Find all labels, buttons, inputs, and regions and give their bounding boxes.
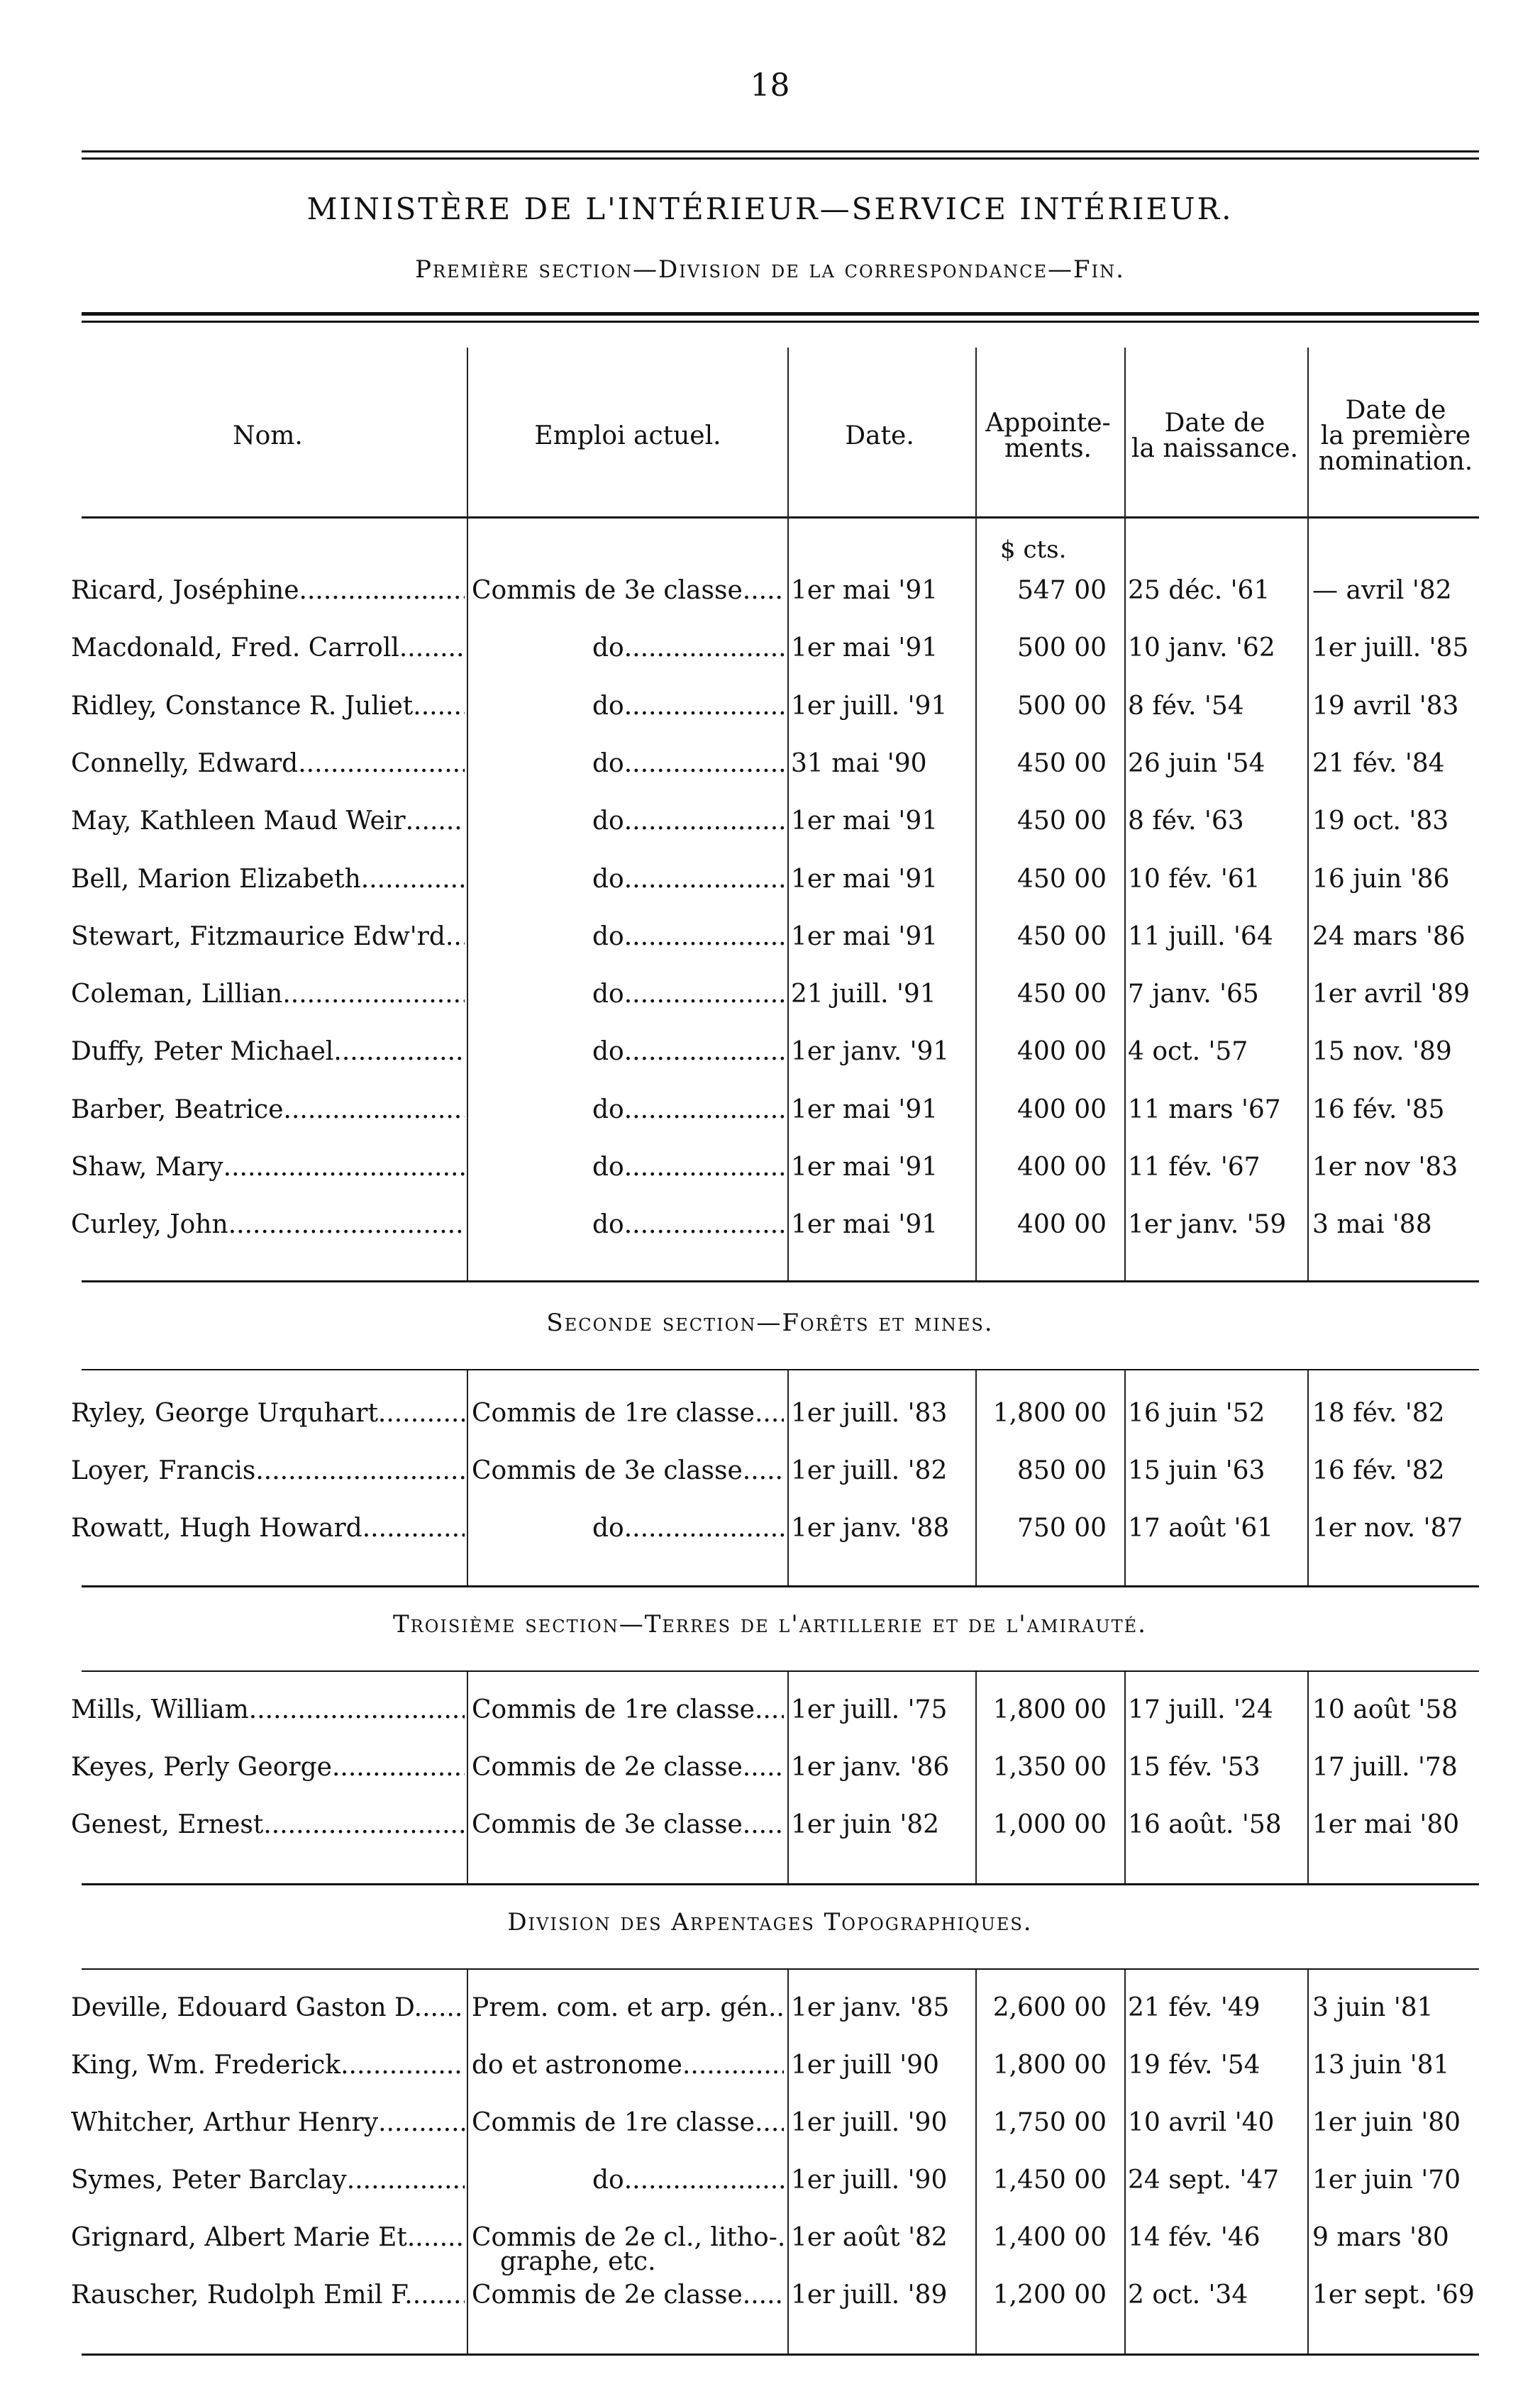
cell-naissance: 17 juill. '24 (1128, 1695, 1273, 1724)
table-row (0, 2223, 1540, 2276)
leader-dots (743, 2280, 784, 2310)
cell-nom (71, 633, 465, 663)
cell-nom-text: Curley, John (71, 1210, 228, 1240)
cell-date: 1er janv. '86 (791, 1753, 950, 1782)
cell-nomination: 3 mai '88 (1312, 1210, 1432, 1240)
cell-nom-text: Stewart, Fitzmaurice Edw'rd (71, 921, 445, 951)
cell-nom-text: Ryley, George Urquhart (71, 1399, 378, 1428)
cell-naissance: 21 fév. '49 (1128, 1993, 1261, 2022)
cell-date: 1er mai '91 (791, 633, 938, 663)
leader-dots (624, 1514, 784, 1543)
leader-dots (421, 692, 465, 721)
cell-date: 1er janv. '88 (791, 1514, 950, 1543)
leader-dots (743, 576, 784, 605)
section-header-rule (82, 1670, 1479, 1672)
cell-emploi-text: Commis de 1re classe (472, 1399, 755, 1428)
table-row (0, 1399, 1540, 1438)
leader-dots (743, 1456, 784, 1485)
leader-dots (624, 1037, 784, 1066)
cell-appointements: 1,800 00 (992, 2051, 1107, 2080)
cell-nom (71, 922, 465, 951)
cell-emploi (472, 1456, 784, 1485)
leader-dots (406, 806, 465, 836)
cell-appointements: 400 00 (1017, 1094, 1107, 1124)
cell-naissance: 2 oct. '34 (1128, 2280, 1248, 2310)
leader-dots (378, 2108, 465, 2137)
cell-naissance: 15 juin '63 (1128, 1456, 1265, 1485)
cell-nom (71, 806, 465, 836)
table-row (0, 2166, 1540, 2205)
cell-appointements: 547 00 (1017, 576, 1107, 605)
cell-naissance: 16 août. '58 (1128, 1810, 1282, 1839)
cell-emploi (472, 806, 784, 836)
cell-appointements: 450 00 (1017, 748, 1107, 778)
cell-emploi (472, 1993, 784, 2022)
cell-appointements: 1,800 00 (992, 1695, 1107, 1724)
cell-nom-text: Genest, Ernest (71, 1810, 264, 1839)
cell-emploi (472, 1810, 784, 1839)
cell-nom-text: Duffy, Peter Michael (71, 1037, 334, 1067)
cell-nomination: 13 juin '81 (1312, 2051, 1450, 2080)
header-emploi (472, 383, 784, 489)
leader-dots (361, 865, 465, 894)
cell-date: 1er mai '91 (791, 864, 938, 894)
cell-emploi-text: do (592, 1037, 624, 1067)
cell-date: 1er mai '91 (791, 1153, 938, 1182)
table-row (0, 865, 1540, 904)
cell-emploi-text: Commis de 2e cl., litho- (472, 2223, 777, 2252)
section-1-subtitle: Première section—Division de la correspondance—Fin. (415, 255, 1125, 284)
cell-date: 1er mai '91 (791, 576, 938, 605)
leader-dots (743, 1810, 784, 1839)
cell-nom-text: Keyes, Perly George (71, 1753, 332, 1782)
cell-nom-text: May, Kathleen Maud Weir (71, 806, 406, 836)
table-top-rule-2 (82, 321, 1479, 323)
cell-emploi (472, 865, 784, 894)
section-header-rule (82, 1968, 1479, 1970)
cell-nomination: 18 fév. '82 (1312, 1399, 1445, 1428)
cell-naissance: 1er janv. '59 (1128, 1210, 1287, 1240)
cell-appointements: 450 00 (1017, 864, 1107, 894)
cell-nomination: 3 juin '81 (1312, 1993, 1434, 2022)
header-nomination-line-3: nomination. (1318, 447, 1473, 476)
cell-nomination: 17 juill. '78 (1312, 1753, 1458, 1782)
page-number: 18 (750, 67, 790, 104)
leader-dots (332, 1753, 465, 1782)
table-row (0, 1514, 1540, 1553)
header-nomination-line-2: la première (1320, 421, 1471, 450)
cell-emploi (472, 749, 784, 778)
header-naissance-line-1: Date de (1164, 409, 1265, 438)
cell-nomination: 1er juin '70 (1312, 2166, 1461, 2195)
cell-naissance: 16 juin '52 (1128, 1399, 1265, 1428)
cell-emploi (472, 2108, 784, 2137)
table-row (0, 922, 1540, 962)
cell-date: 1er juill. '83 (791, 1399, 948, 1428)
cell-emploi-text: do (592, 1153, 624, 1182)
table-row (0, 692, 1540, 731)
cell-nomination: 1er nov. '87 (1312, 1514, 1463, 1543)
cell-nom (71, 692, 465, 721)
table-row (0, 2108, 1540, 2148)
cell-date: 1er mai '91 (791, 921, 938, 951)
cell-emploi-text: Commis de 1re classe (472, 1695, 755, 1724)
table-row (0, 1153, 1540, 1192)
leader-dots (624, 633, 784, 663)
cell-appointements: 1,400 00 (992, 2223, 1107, 2252)
cell-naissance: 14 fév. '46 (1128, 2223, 1261, 2252)
cell-nom (71, 2223, 465, 2252)
cell-emploi-text: Commis de 1re classe (472, 2108, 755, 2137)
cell-nom-text: Deville, Edouard Gaston D. (71, 1993, 423, 2022)
cell-date: 1er mai '91 (791, 1210, 938, 1240)
cell-date: 1er mai '91 (791, 806, 938, 836)
cell-emploi-text: Commis de 3e classe (472, 1456, 743, 1485)
cell-date: 1er juill. '82 (791, 1456, 948, 1485)
cell-nom-text: Shaw, Mary (71, 1153, 223, 1182)
leader-dots (624, 922, 784, 951)
cell-nom-text: Connelly, Edward (71, 748, 299, 778)
cell-emploi-text: do (592, 1094, 624, 1124)
cell-appointements: 1,000 00 (992, 1810, 1107, 1839)
cell-date: 1er juill. '89 (791, 2280, 948, 2310)
cell-emploi (472, 922, 784, 951)
cell-nom-text: Barber, Beatrice (71, 1094, 284, 1124)
header-naissance-line-2: la naissance. (1131, 434, 1299, 463)
section-title: Seconde section—Forêts et mines. (546, 1309, 994, 1337)
cell-appointements: 850 00 (1017, 1456, 1107, 1485)
header-emploi-label: Emploi actuel. (534, 421, 721, 450)
cell-emploi-text: do (592, 748, 624, 778)
table-row (0, 576, 1540, 616)
leader-dots (624, 2166, 784, 2195)
cell-naissance: 7 janv. '65 (1128, 980, 1259, 1009)
cell-nom (71, 1153, 465, 1182)
cell-emploi-text: Commis de 3e classe (472, 1810, 743, 1839)
header-date (791, 383, 968, 489)
cell-appointements: 400 00 (1017, 1037, 1107, 1067)
header-appointements (975, 383, 1121, 489)
table-row (0, 1993, 1540, 2033)
cell-naissance: 26 juin '54 (1128, 748, 1265, 778)
cell-emploi-text: do et astronome. (472, 2051, 691, 2080)
cell-emploi (472, 1210, 784, 1239)
cell-date: 1er juill. '90 (791, 2108, 948, 2137)
header-nomination-line-1: Date de (1345, 396, 1446, 425)
cell-nomination: 10 août '58 (1312, 1695, 1458, 1724)
cell-naissance: 8 fév. '54 (1128, 691, 1244, 721)
cell-emploi (472, 1095, 784, 1124)
cell-nom-text: Bell, Marion Elizabeth (71, 864, 361, 894)
leader-dots (249, 1695, 465, 1724)
leader-dots (264, 1456, 465, 1485)
cell-nom-text: Rauscher, Rudolph Emil F. (71, 2280, 413, 2310)
cell-emploi (472, 1753, 784, 1782)
leader-dots (624, 806, 784, 836)
cell-nomination: 19 avril '83 (1312, 691, 1459, 721)
leader-dots (378, 1399, 465, 1428)
header-appointements-line-2: ments. (1004, 434, 1092, 463)
cell-emploi-text: Prem. com. et arp. gén. (472, 1993, 777, 2022)
header-appointements-line-1: Appointe- (985, 409, 1111, 438)
cell-nomination: 1er avril '89 (1312, 980, 1470, 1009)
cell-nomination: 24 mars '86 (1312, 921, 1466, 951)
cell-naissance: 11 fév. '67 (1128, 1153, 1261, 1182)
cell-nom (71, 1514, 465, 1543)
cell-nom-text: Ricard, Joséphine (71, 576, 299, 605)
cell-emploi-text: do (592, 864, 624, 894)
cell-nom (71, 1993, 465, 2022)
cell-appointements: 500 00 (1017, 691, 1107, 721)
cell-nomination: 1er mai '80 (1312, 1810, 1460, 1839)
header-nomination (1309, 383, 1483, 489)
cell-nom-text: Symes, Peter Barclay (71, 2166, 347, 2195)
cell-emploi (472, 633, 784, 663)
cell-emploi (472, 1399, 784, 1428)
document-title: MINISTÈRE DE L'INTÉRIEUR—SERVICE INTÉRIEUR. (306, 192, 1234, 226)
cell-date: 1er juill. '75 (791, 1695, 948, 1724)
cell-appointements: 1,350 00 (992, 1753, 1107, 1782)
cell-nomination: 16 juin '86 (1312, 864, 1450, 894)
cell-emploi (472, 576, 784, 605)
leader-dots (299, 576, 465, 605)
cell-nom-text: Mills, William (71, 1695, 249, 1724)
cell-naissance: 25 déc. '61 (1128, 576, 1270, 605)
leader-dots (755, 1695, 784, 1724)
leader-dots (743, 1753, 784, 1782)
leader-dots (263, 1810, 465, 1839)
cell-date: 1er juin '82 (791, 1810, 940, 1839)
cell-nom (71, 980, 465, 1009)
cell-appointements: 400 00 (1017, 1153, 1107, 1182)
cell-nom (71, 749, 465, 778)
cell-nom (71, 2051, 465, 2080)
table-row (0, 1695, 1540, 1735)
cell-emploi-text: do (592, 1514, 624, 1543)
cell-naissance: 10 avril '40 (1128, 2108, 1275, 2137)
section-title: Troisième section—Terres de l'artillerie et de l'amirauté. (393, 1610, 1147, 1639)
cell-emploi (472, 1153, 784, 1182)
leader-dots (347, 2166, 465, 2195)
cell-nom-text: Ridley, Constance R. Juliet. (71, 691, 421, 721)
cell-emploi-text: do (592, 806, 624, 836)
cell-naissance: 24 sept. '47 (1128, 2166, 1280, 2195)
cell-nom (71, 1210, 465, 1239)
leader-dots (690, 2051, 784, 2080)
cell-date: 1er janv. '85 (791, 1993, 950, 2022)
cell-naissance: 17 août '61 (1128, 1514, 1274, 1543)
cell-emploi (472, 1514, 784, 1543)
cell-naissance: 4 oct. '57 (1128, 1037, 1248, 1067)
cell-emploi-text: do (592, 691, 624, 721)
cell-naissance: 15 fév. '53 (1128, 1753, 1261, 1782)
leader-dots (298, 749, 465, 778)
cell-date: 1er août '82 (791, 2223, 948, 2252)
cell-nomination: 15 nov. '89 (1312, 1037, 1452, 1067)
cell-date: 1er juill '90 (791, 2051, 939, 2080)
leader-dots (223, 1153, 465, 1182)
leader-dots (624, 1153, 784, 1182)
leader-dots (624, 692, 784, 721)
currency-header: $ cts. (1000, 536, 1067, 564)
top-double-rule-1 (82, 150, 1479, 153)
cell-date: 31 mai '90 (791, 748, 927, 778)
leader-dots (333, 1037, 465, 1066)
leader-dots (624, 865, 784, 894)
cell-naissance: 19 fév. '54 (1128, 2051, 1261, 2080)
cell-nom-text: Grignard, Albert Marie Et (71, 2223, 407, 2252)
cell-appointements: 2,600 00 (992, 1993, 1107, 2022)
cell-naissance: 8 fév. '63 (1128, 806, 1244, 836)
header-nom (71, 383, 465, 489)
cell-emploi-text: do (592, 1210, 624, 1240)
table-row (0, 2051, 1540, 2090)
leader-dots (282, 980, 465, 1009)
leader-dots (624, 749, 784, 778)
table-row (0, 633, 1540, 673)
cell-date: 1er juill. '91 (791, 691, 948, 721)
table-row (0, 1037, 1540, 1077)
section-end-rule (82, 1883, 1479, 1885)
cell-nom-text: King, Wm. Frederick (71, 2051, 341, 2080)
cell-nom (71, 1456, 465, 1485)
table-row (0, 806, 1540, 846)
cell-appointements: 1,750 00 (992, 2108, 1107, 2137)
section-header-rule (82, 1369, 1479, 1370)
leader-dots (407, 2223, 465, 2252)
cell-nom (71, 2166, 465, 2195)
table-row (0, 1210, 1540, 1250)
table-row (0, 749, 1540, 789)
cell-nom (71, 1810, 465, 1839)
leader-dots (422, 1993, 465, 2022)
cell-date: 21 juill. '91 (791, 980, 936, 1009)
cell-emploi-text: do (592, 980, 624, 1009)
cell-nom (71, 1095, 465, 1124)
cell-nom (71, 2280, 465, 2310)
cell-nomination: 1er juill. '85 (1312, 633, 1469, 663)
cell-nomination: — avril '82 (1312, 576, 1452, 605)
cell-nomination: 19 oct. '83 (1312, 806, 1449, 836)
cell-appointements: 450 00 (1017, 980, 1107, 1009)
leader-dots (228, 1210, 465, 1239)
leader-dots (624, 1095, 784, 1124)
cell-nomination: 9 mars '80 (1312, 2223, 1449, 2252)
cell-emploi-text: do (592, 2166, 624, 2195)
header-naissance (1124, 383, 1305, 489)
table-row (0, 980, 1540, 1019)
cell-nomination: 16 fév. '85 (1312, 1094, 1445, 1124)
cell-nom-text: Coleman, Lillian (71, 980, 283, 1009)
cell-naissance: 11 juill. '64 (1128, 921, 1273, 951)
leader-dots (624, 1210, 784, 1239)
cell-emploi-text: do (592, 921, 624, 951)
cell-emploi-text: do (592, 633, 624, 663)
cell-emploi-text: Commis de 2e classe (472, 1753, 743, 1782)
section-title: Division des Arpentages Topographiques. (507, 1908, 1033, 1936)
cell-nom-text: Rowatt, Hugh Howard (71, 1514, 362, 1543)
section-end-rule (82, 2354, 1479, 2356)
cell-emploi (472, 2166, 784, 2195)
cell-nom (71, 865, 465, 894)
cell-nomination: 1er sept. '69 (1312, 2280, 1475, 2310)
cell-emploi (472, 980, 784, 1009)
cell-appointements: 1,200 00 (992, 2280, 1107, 2310)
cell-emploi-text: Commis de 2e classe (472, 2280, 743, 2310)
cell-appointements: 500 00 (1017, 633, 1107, 663)
table-row (0, 1810, 1540, 1850)
cell-appointements: 750 00 (1017, 1514, 1107, 1543)
cell-emploi (472, 1037, 784, 1066)
table-row (0, 2280, 1540, 2320)
leader-dots (362, 1514, 465, 1543)
cell-nom (71, 1695, 465, 1724)
table-top-rule-1 (82, 312, 1479, 316)
cell-nom (71, 1753, 465, 1782)
cell-emploi (472, 2280, 784, 2310)
cell-nom (71, 576, 465, 605)
cell-nom (71, 2108, 465, 2137)
cell-nom-text: Loyer, Francis. (71, 1456, 264, 1485)
cell-nom (71, 1037, 465, 1066)
section-end-rule (82, 1585, 1479, 1587)
cell-emploi-line-2: graphe, etc. (500, 2247, 656, 2276)
header-nom-label: Nom. (233, 421, 303, 450)
header-date-label: Date. (845, 421, 914, 450)
table-row (0, 1095, 1540, 1135)
leader-dots (624, 980, 784, 1009)
leader-dots (755, 1399, 784, 1428)
cell-nom-text: Macdonald, Fred. Carroll (71, 633, 399, 663)
cell-appointements: 450 00 (1017, 806, 1107, 836)
cell-naissance: 10 janv. '62 (1128, 633, 1275, 663)
leader-dots (445, 922, 465, 951)
cell-naissance: 10 fév. '61 (1128, 864, 1261, 894)
leader-dots (413, 2280, 465, 2310)
cell-appointements: 400 00 (1017, 1210, 1107, 1240)
leader-dots (776, 1993, 784, 2022)
table-row (0, 1456, 1540, 1496)
section-end-rule (82, 1280, 1479, 1282)
cell-emploi-text: Commis de 3e classe (472, 576, 743, 605)
cell-nom (71, 1399, 465, 1428)
cell-emploi (472, 692, 784, 721)
cell-date: 1er mai '91 (791, 1094, 938, 1124)
cell-date: 1er juill. '90 (791, 2166, 948, 2195)
leader-dots (340, 2051, 465, 2080)
leader-dots (284, 1095, 465, 1124)
table-row (0, 1753, 1540, 1792)
cell-naissance: 11 mars '67 (1128, 1094, 1281, 1124)
cell-nomination: 1er nov '83 (1312, 1153, 1458, 1182)
cell-appointements: 1,450 00 (992, 2166, 1107, 2195)
leader-dots (755, 2108, 784, 2137)
cell-nomination: 16 fév. '82 (1312, 1456, 1445, 1485)
cell-date: 1er janv. '91 (791, 1037, 950, 1067)
cell-appointements: 450 00 (1017, 921, 1107, 951)
cell-nomination: 1er juin '80 (1312, 2108, 1461, 2137)
cell-emploi (472, 1695, 784, 1724)
leader-dots (399, 633, 465, 663)
cell-nom-text: Whitcher, Arthur Henry (71, 2108, 379, 2137)
cell-emploi (472, 2051, 784, 2080)
cell-appointements: 1,800 00 (992, 1399, 1107, 1428)
top-double-rule-2 (82, 157, 1479, 160)
cell-nomination: 21 fév. '84 (1312, 748, 1445, 778)
header-bottom-rule (82, 516, 1479, 519)
